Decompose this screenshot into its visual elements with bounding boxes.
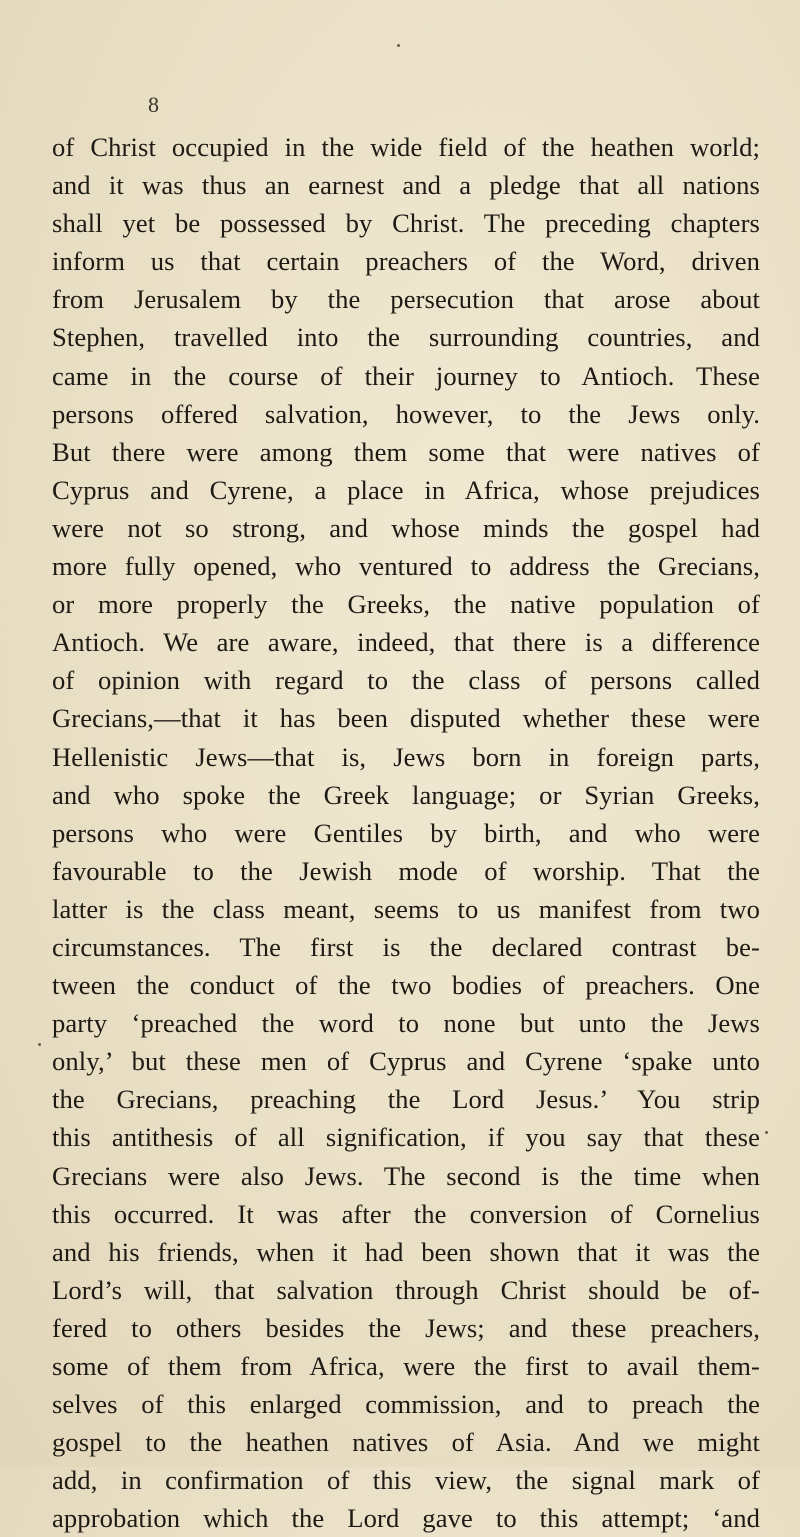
text-line: and who spoke the Greek language; or Syrian Greeks,	[52, 779, 760, 810]
text-line: Hellenistic Jews—that is, Jews born in foreign parts,	[52, 741, 760, 772]
text-line: shall yet be possessed by Christ. The preceding chapters	[52, 208, 760, 239]
text-line: inform us that certain preachers of the Word, driven	[52, 246, 760, 277]
body-text	[52, 128, 760, 1537]
text-line: or more properly the Greeks, the native population of	[52, 589, 760, 620]
text-line: fered to others besides the Jews; and these preachers,	[52, 1312, 760, 1343]
text-line: this antithesis of all signification, if you say that these	[52, 1122, 760, 1153]
text-line: of opinion with regard to the class of persons called	[52, 665, 760, 696]
text-line: But there were among them some that were natives of	[52, 436, 760, 467]
text-line: this occurred. It was after the conversion of Cornelius	[52, 1198, 760, 1229]
text-line: approbation which the Lord gave to this attempt; ‘and	[52, 1503, 760, 1534]
text-line: Cyprus and Cyrene, a place in Africa, whose prejudices	[52, 474, 760, 505]
text-line: party ‘preached the word to none but unto the Jews	[52, 1008, 760, 1039]
text-line: the Grecians, preaching the Lord Jesus.’ You strip	[52, 1084, 760, 1115]
text-line: favourable to the Jewish mode of worship. That the	[52, 855, 760, 886]
paper-speck	[765, 1131, 768, 1134]
text-line: only,’ but these men of Cyprus and Cyrene ‘spake unto	[52, 1046, 760, 1077]
text-line: Grecians,—that it has been disputed whether these were	[52, 703, 760, 734]
paper-speck	[38, 1043, 41, 1046]
text-line: persons who were Gentiles by birth, and who were	[52, 817, 760, 848]
text-line: selves of this enlarged commission, and to preach the	[52, 1389, 760, 1420]
text-line: came in the course of their journey to Antioch. These	[52, 360, 760, 391]
text-line: circumstances. The first is the declared contrast be-	[52, 931, 760, 962]
text-line: were not so strong, and whose minds the gospel had	[52, 512, 760, 543]
text-line: and it was thus an earnest and a pledge that all nations	[52, 170, 760, 201]
text-line: more fully opened, who ventured to address the Grecians,	[52, 551, 760, 582]
text-line: latter is the class meant, seems to us manifest from two	[52, 893, 760, 924]
text-line: Lord’s will, that salvation through Christ should be of-	[52, 1274, 760, 1305]
text-line: some of them from Africa, were the first to avail them-	[52, 1351, 760, 1381]
text-line: Antioch. We are aware, indeed, that there is a difference	[52, 627, 760, 658]
text-line: persons offered salvation, however, to the Jews only.	[52, 398, 760, 429]
text-line: Stephen, travelled into the surrounding countries, and	[52, 322, 760, 353]
text-line: of Christ occupied in the wide field of the heathen world;	[52, 132, 760, 162]
text-line: Grecians were also Jews. The second is the time when	[52, 1160, 760, 1191]
text-line: and his friends, when it had been shown that it was the	[52, 1236, 760, 1267]
text-line: tween the conduct of the two bodies of preachers. One	[52, 970, 760, 1001]
page-number: 8	[148, 92, 159, 117]
text-line: add, in confirmation of this view, the signal mark of	[52, 1465, 760, 1496]
text-line: from Jerusalem by the persecution that arose about	[52, 284, 760, 315]
text-line: gospel to the heathen natives of Asia. And we might	[52, 1427, 760, 1458]
paper-speck	[397, 44, 400, 47]
